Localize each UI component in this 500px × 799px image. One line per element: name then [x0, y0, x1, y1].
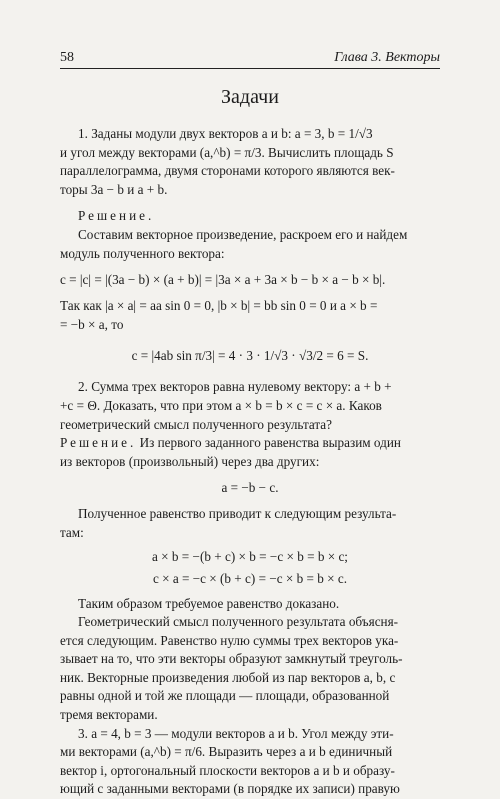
problem-1-line-4: торы 3a − b и a + b. — [60, 181, 168, 197]
geometric-meaning-line-5: равны одной и той же площади — площади, образованной — [60, 688, 390, 704]
equation-5: c × a = −c × (b + c) = −c × b = b × c. — [152, 570, 348, 586]
geometric-meaning-line-4: ник. Векторные произведения любой из пар векторов a, b, c — [60, 669, 396, 685]
problem-3 — [60, 725, 440, 799]
geometric-meaning-line-6: тремя векторами. — [60, 707, 158, 723]
geometric-meaning-line-3: зывает на то, что эти векторы образуют замкнутый треуголь- — [60, 651, 403, 667]
section-title: Задачи — [221, 86, 279, 108]
problem-2-line-2: +c = Θ. Доказать, что при этом a × b = b × c = c × a. Каков — [60, 397, 382, 413]
problem-1-line-1: 1. Заданы модули двух векторов a и b: a = 3, b = 1/√3 — [78, 126, 373, 141]
running-header — [60, 50, 440, 69]
solution-2-line-3: Полученное равенство приводит к следующим результа- — [78, 506, 397, 522]
chapter-title: Глава 3. Векторы — [334, 50, 440, 65]
problem-3-line-4: ющий с заданными векторами (в порядке их записи) правую — [60, 781, 400, 797]
solution-1-line-2: модуль полученного вектора: — [60, 245, 225, 261]
solution-2-line-1 — [60, 434, 440, 453]
geometric-meaning-line-2: ется следующим. Равенство нулю суммы трех векторов ука- — [60, 632, 399, 648]
problem-1-line-2: и угол между векторами (a,^b) = π/3. Вычислить площадь S — [60, 144, 394, 160]
problem-1-line-3: параллелограмма, двумя сторонами которого являются век- — [60, 163, 395, 179]
problem-2-line-1: 2. Сумма трех векторов равна нулевому вектору: a + b + — [78, 379, 392, 395]
equation-2: c = |4ab sin π/3| = 4 · 3 · 1/√3 · √3/2 = 6 = S. — [131, 348, 369, 364]
solution-1-line-1: Составим векторное произведение, раскроем его и найдем — [78, 226, 408, 242]
solution-2-text: Из первого заданного равенства выразим один — [136, 435, 401, 451]
equation-4: a × b = −(b + c) × b = −c × b = b × c; — [152, 548, 348, 564]
problem-3-line-3: вектор i, ортогональный плоскости векторов a и b и образу- — [60, 762, 395, 778]
problem-3-line-1: 3. a = 4, b = 3 — модули векторов a и b. Угол между эти- — [78, 725, 394, 741]
problem-1 — [60, 125, 440, 366]
page-content — [60, 86, 440, 799]
solution-1-line-4: = −b × a, то — [60, 316, 124, 332]
solution-2-line-4: там: — [60, 524, 84, 540]
problem-2 — [60, 378, 440, 724]
solution-2-line-5: Таким образом требуемое равенство доказано. — [78, 595, 340, 611]
problem-3-line-2: ми векторами (a,^b) = π/6. Выразить через a и b единичный — [60, 744, 393, 760]
equation-1: c = |c| = |(3a − b) × (a + b)| = |3a × a + 3a × b − b × a − b × b|. — [60, 272, 386, 288]
solution-label: Решение. — [60, 435, 137, 451]
solution-1-line-3: Так как |a × a| = aa sin 0 = 0, |b × b| = bb sin 0 = 0 и a × b = — [60, 298, 378, 314]
problem-2-line-3: геометрический смысл полученного результата? — [60, 416, 333, 432]
page-number: 58 — [60, 50, 74, 65]
geometric-meaning-line-1: Геометрический смысл полученного результата объясня- — [78, 614, 399, 630]
solution-label: Решение. — [78, 208, 155, 224]
solution-2-line-2: из векторов (произвольный) через два других: — [60, 453, 320, 469]
equation-3: a = −b − c. — [221, 480, 279, 496]
